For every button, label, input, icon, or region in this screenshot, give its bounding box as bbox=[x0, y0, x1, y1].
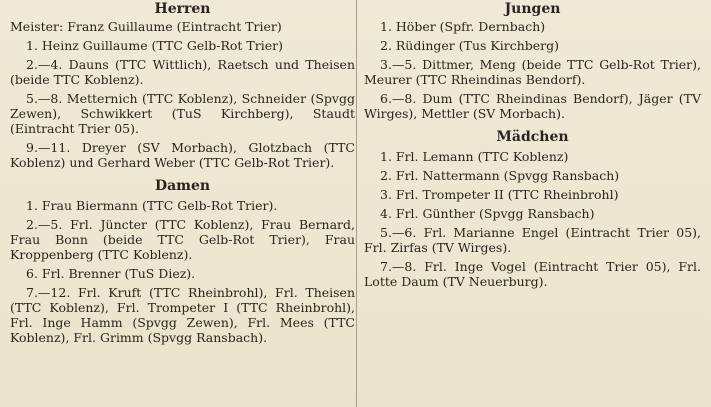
maedchen-entry-2: 2. Frl. Nattermann (Spvgg Ransbach) bbox=[380, 168, 620, 183]
maedchen-entry-5: 5.—6. Frl. Marianne Engel (Eintracht Trier 05), Frl. Zirfas (TV Wirges). bbox=[364, 225, 701, 255]
right-column bbox=[364, 0, 701, 407]
herren-entry-3: 5.—8. Metternich (TTC Koblenz), Schneider (Spvgg Zewen), Schwikkert (TuS Kirchberg), Staudt (Eintracht Trier 05). bbox=[10, 91, 355, 136]
herren-entry-2: 2.—4. Dauns (TTC Wittlich), Raetsch und Theisen (beide TTC Koblenz). bbox=[10, 57, 355, 87]
jungen-entry-1: 1. Höber (Spfr. Dernbach) bbox=[380, 19, 546, 34]
herren-meister: Meister: Franz Guillaume (Eintracht Trier) bbox=[10, 19, 282, 34]
maedchen-entry-1: 1. Frl. Lemann (TTC Koblenz) bbox=[380, 149, 569, 164]
maedchen-heading: Mädchen bbox=[496, 129, 569, 145]
damen-entry-1: 1. Frau Biermann (TTC Gelb-Rot Trier). bbox=[26, 198, 278, 213]
damen-entry-3: 6. Frl. Brenner (TuS Diez). bbox=[26, 266, 196, 281]
column-divider bbox=[356, 0, 357, 407]
herren-entry-4: 9.—11. Dreyer (SV Morbach), Glotzbach (TTC Koblenz) und Gerhard Weber (TTC Gelb-Rot Trier). bbox=[10, 140, 355, 170]
left-column bbox=[10, 0, 355, 407]
maedchen-entry-3: 3. Frl. Trompeter II (TTC Rheinbrohl) bbox=[380, 187, 619, 202]
jungen-entry-3: 3.—5. Dittmer, Meng (beide TTC Gelb-Rot Trier), Meurer (TTC Rheindinas Bendorf). bbox=[364, 57, 701, 87]
maedchen-entry-4: 4. Frl. Günther (Spvgg Ransbach) bbox=[380, 206, 595, 221]
maedchen-entry-6: 7.—8. Frl. Inge Vogel (Eintracht Trier 05), Frl. Lotte Daum (TV Neuerburg). bbox=[364, 259, 701, 289]
jungen-entry-4: 6.—8. Dum (TTC Rheindinas Bendorf), Jäger (TV Wirges), Mettler (SV Morbach). bbox=[364, 91, 701, 121]
damen-entry-2: 2.—5. Frl. Jüncter (TTC Koblenz), Frau Bernard, Frau Bonn (beide TTC Gelb-Rot Trier), Frau Kroppenberg (TTC Koblenz). bbox=[10, 217, 355, 262]
jungen-entry-2: 2. Rüdinger (Tus Kirchberg) bbox=[380, 38, 560, 53]
herren-entry-1: 1. Heinz Guillaume (TTC Gelb-Rot Trier) bbox=[26, 38, 283, 53]
jungen-heading: Jungen bbox=[504, 1, 561, 17]
damen-heading: Damen bbox=[154, 178, 211, 194]
damen-entry-4: 7.—12. Frl. Kruft (TTC Rheinbrohl), Frl. Theisen (TTC Koblenz), Frl. Trompeter I (TTC Rheinbrohl), Frl. Inge Hamm (Spvgg Zewen), Frl. Mees (TTC Koblenz), Frl. Grimm (Spvgg Ransbach). bbox=[10, 285, 355, 345]
herren-heading: Herren bbox=[154, 1, 211, 17]
